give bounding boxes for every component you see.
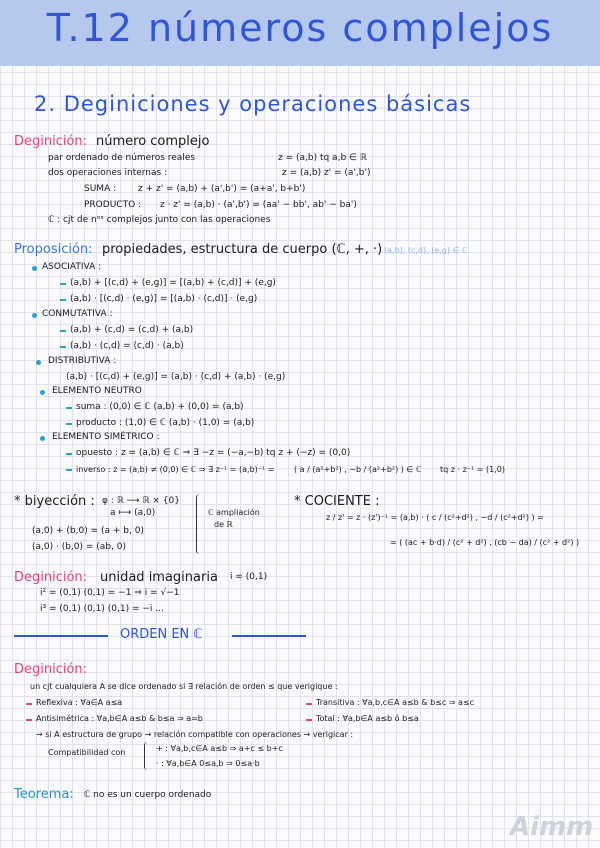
text-line: un cjt cualquiera A se dice ordenado si ∃ relación de orden ≤ que verigique : [30,682,338,691]
dash-icon [60,346,66,348]
formula: inverso : z = (a,b) ≠ (0,0) ∈ ℂ ⇒ ∃ z⁻¹ = (a,b)⁻¹ = [76,465,275,474]
formula: tq z · z⁻¹ = (1,0) [440,465,505,474]
definition-label: Deginición: [14,570,88,585]
bullet-icon [40,436,45,441]
definition-label: Deginición: [14,662,88,677]
property: Total : ∀a,b∈A a≤b ó b≤a [316,714,419,723]
brand-logo: Aimm [510,812,594,842]
bullet-icon [32,313,37,318]
proposition-heading: propiedades, estructura de cuerpo (ℂ, +, ·) [102,242,383,257]
formula: φ : ℝ ⟶ ℝ × {0} [102,496,181,506]
page-title: T.12 números complejos [46,6,554,50]
text-line: → si A estructura de grupo → relación compatible con operaciones → verigicar : [36,730,354,739]
dash-icon [60,283,66,285]
formula: (a,0) + (b,0) = (a + b, 0) [32,526,144,536]
property: Reflexiva : ∀a∈A a≤a [36,698,123,707]
text-line: dos operaciones internas : [48,168,168,178]
formula: i² = (0,1) (0,1) = −1 ⇒ i = √−1 [40,588,180,598]
formula: + : ∀a,b,c∈A a≤b ⇒ a+c ≤ b+c [156,744,283,753]
property-label: ELEMENTO SIMÉTRICO : [52,432,160,442]
formula: i³ = (0,1) (0,1) (0,1) = −i ... [40,604,164,614]
dash-icon [306,703,312,705]
dash-icon [66,423,72,425]
bullet-icon [32,266,37,271]
formula: opuesto : z = (a,b) ∈ ℂ ⇒ ∃ −z = (−a,−b) tq z + (−z) = (0,0) [76,448,351,458]
dash-icon [66,407,72,409]
property-label: CONMUTATIVA : [42,309,113,319]
dash-icon [66,469,72,471]
quotient-label: * COCIENTE : [294,494,380,509]
formula: (a,b) + [(c,d) + (e,g)] = [(a,b) + (c,d)] + (e,g) [70,278,276,288]
dash-icon [66,453,72,455]
product-label: PRODUCTO : [84,200,142,210]
dash-icon [60,330,66,332]
definition-heading: unidad imaginaria [100,570,218,585]
formula: = ( (ac + b·d) / (c² + d²) , (cb − da) / (c² + d²) ) [390,538,580,547]
text-line: Compatibilidad con [48,748,126,757]
formula: z = (a,b) tq a,b ∈ ℝ [278,153,367,163]
property: Transitiva : ∀a,b,c∈A a≤b & b≤c ⇒ a≤c [316,698,475,707]
section-subtitle: 2. Deginiciones y operaciones básicas [34,92,472,116]
property: Antisimétrica : ∀a,b∈A a≤b & b≤a ⇒ a=b [36,714,203,723]
formula: suma : (0,0) ∈ ℂ (a,b) + (0,0) = (a,b) [76,402,244,412]
dash-icon [306,719,312,721]
dash-icon [26,719,32,721]
dash-icon [60,299,66,301]
divider [232,635,306,637]
formula: (a,0) · (b,0) = (ab, 0) [32,542,126,552]
text-line: par ordenado de números reales [48,153,196,163]
dash-icon [26,703,32,705]
formula: i = (0,1) [230,572,268,582]
bullet-icon [36,360,41,365]
note: ℂ ampliación [208,508,260,517]
note: de ℝ [214,520,233,529]
section-heading: ORDEN EN ℂ [120,627,203,642]
product-formula: z · z' = (a,b) · (a',b') = (aa' − bb', ab' − ba') [160,200,357,210]
formula: (a,b) · (c,d) = (c,d) · (a,b) [70,341,184,351]
formula: ( a / (a²+b²) , −b / (a²+b²) ) ∈ ℂ [294,465,422,474]
property-label: ASOCIATIVA : [42,262,102,272]
formula: (a,b) · [(c,d) + (e,g)] = (a,b) · (c,d) + (a,b) · (e,g) [66,372,286,382]
property-label: ELEMENTO NEUTRO [52,386,142,396]
variables-note: (a,b), (c,d), (e,g) ∈ ℂ [384,246,468,255]
formula: (a,b) + (c,d) = (c,d) + (a,b) [70,325,194,335]
bullet-icon [40,390,45,395]
divider [14,635,108,637]
text-line: ℂ : cjt de nᵒˢ complejos junto con las operaciones [48,215,271,225]
definition-label: Deginición: [14,134,88,149]
property-label: DISTRIBUTIVA : [48,356,117,366]
formula: a ⟼ (a,0) [110,508,156,518]
theorem-label: Teorema: [14,787,74,802]
formula: (a,b) · [(c,d) · (e,g)] = [(a,b) · (c,d)] · (e,g) [70,294,258,304]
definition-heading: número complejo [96,134,210,149]
proposition-label: Proposición: [14,242,93,257]
theorem-text: ℂ no es un cuerpo ordenado [84,790,212,800]
formula: producto : (1,0) ∈ ℂ (a,b) · (1,0) = (a,b) [76,418,255,428]
formula: z / z' = z · (z')⁻¹ = (a,b) · ( c / (c²+d²) , −d / (c²+d²) ) = [326,513,544,522]
sum-formula: z + z' = (a,b) + (a',b') = (a+a', b+b') [138,184,306,194]
brace-icon [196,494,203,554]
bijection-label: * biyección : [14,494,95,509]
sum-label: SUMA : [84,184,117,194]
brace-icon [144,742,151,770]
formula: · : ∀a,b∈A 0≤a,b ⇒ 0≤a·b [156,759,260,768]
formula: z = (a,b) z' = (a',b') [282,168,371,178]
